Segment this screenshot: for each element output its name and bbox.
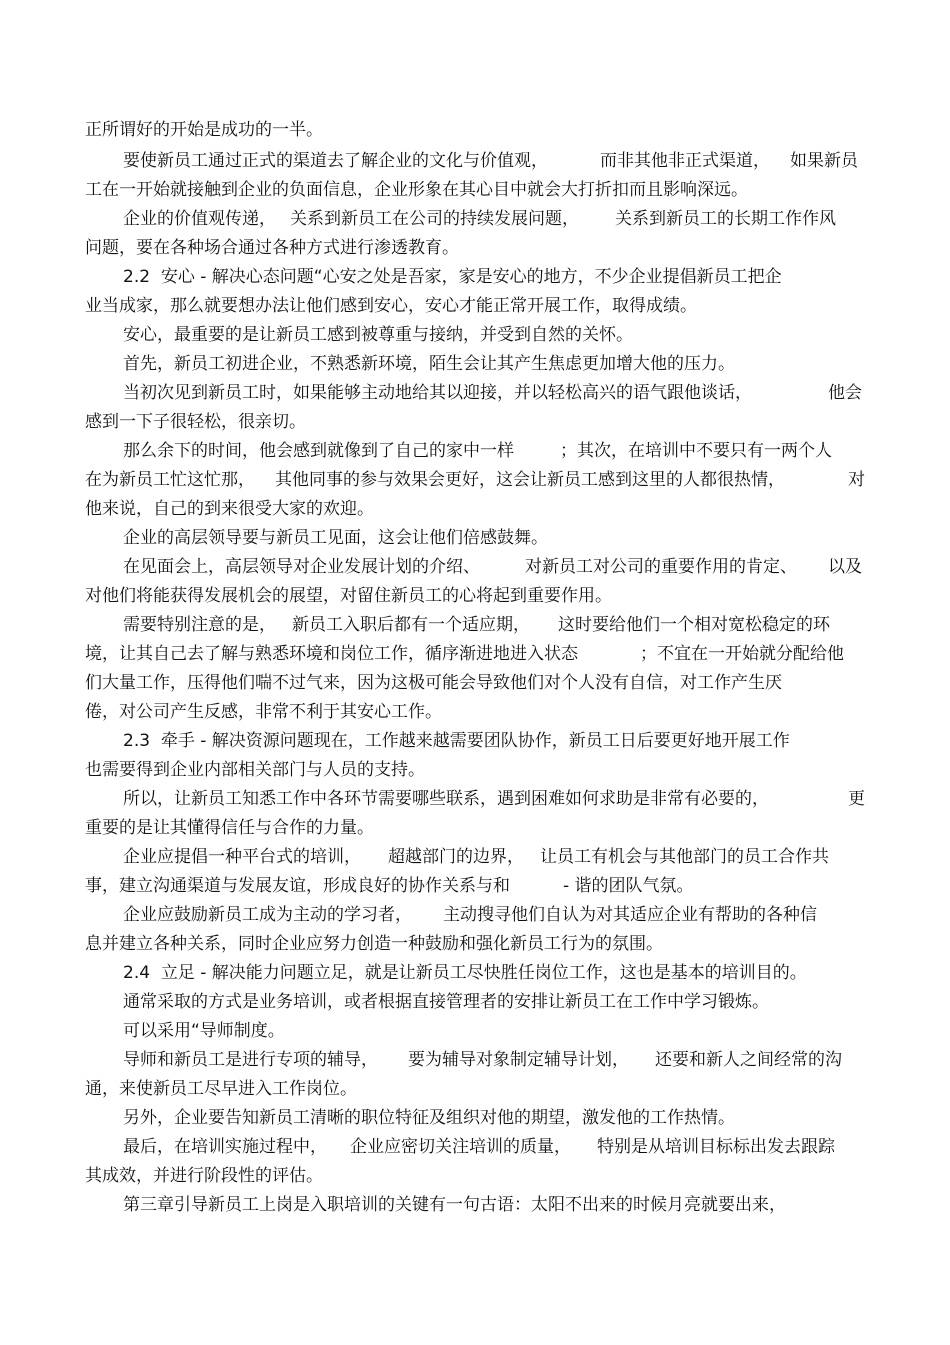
text-segment: 另外，企业要告知新员工清晰的职位特征及组织对他的期望，激发他的工作热情。	[123, 1108, 735, 1128]
text-segment: 问题，要在各种场合通过各种方式进行渗透教育。	[85, 238, 459, 258]
text-line	[0, 1132, 950, 1162]
text-line	[0, 610, 950, 640]
text-segment: - 谐的团队气氛。	[563, 876, 694, 896]
text-segment: 其成效，并进行阶段性的评估。	[85, 1166, 323, 1186]
text-segment: 这时要给他们一个相对宽松稳定的环	[558, 615, 830, 635]
text-segment: 所以，让新员工知悉工作中各环节需要哪些联系，遇到困难如何求助是非常有必要的，	[123, 789, 769, 809]
text-segment: 他会	[828, 383, 862, 403]
text-segment: ；其次，在培训中不要只有一两个人	[560, 441, 832, 461]
text-segment: 其他同事的参与效果会更好，这会让新员工感到这里的人都很热情，	[275, 470, 785, 490]
text-segment: 对他们将能获得发展机会的展望，对留住新员工的心将起到重要作用。	[85, 586, 612, 606]
text-line	[0, 1016, 950, 1046]
text-segment: 安心，最重要的是让新员工感到被尊重与接纳，并受到自然的关怀。	[123, 325, 633, 345]
text-segment: 通常采取的方式是业务培训，或者根据直接管理者的安排让新员工在工作中学习锻炼。	[123, 992, 769, 1012]
text-segment: 倦，对公司产生反感，非常不利于其安心工作。	[85, 702, 442, 722]
text-line	[0, 581, 950, 611]
text-line	[0, 175, 950, 205]
text-segment: 最后，在培训实施过程中，	[123, 1137, 327, 1157]
text-segment: ；不宜在一开始就分配给他	[640, 644, 844, 664]
text-segment: 工在一开始就接触到企业的负面信息，企业形象在其心目中就会大打折扣而且影响深远。	[85, 180, 748, 200]
text-segment: 2.3 牵手 - 解决资源问题现在，工作越来越需要团队协作，新员工日后要更好地开展工作	[123, 731, 790, 751]
text-segment: 企业应提倡一种平台式的培训，	[123, 847, 361, 867]
text-segment: 导师和新员工是进行专项的辅导，	[123, 1050, 378, 1070]
text-segment: 可以采用“导师制度。	[123, 1021, 285, 1041]
text-line	[0, 465, 950, 495]
text-line	[0, 929, 950, 959]
text-line	[0, 204, 950, 234]
text-segment: 通，来使新员工尽早进入工作岗位。	[85, 1079, 357, 1099]
text-segment: 如果新员	[790, 151, 858, 171]
text-line	[0, 523, 950, 553]
text-segment: 新员工入职后都有一个适应期，	[292, 615, 530, 635]
text-segment: 对	[848, 470, 865, 490]
text-line	[0, 726, 950, 756]
text-segment: 第三章引导新员工上岗是入职培训的关键有一句古语：太阳不出来的时候月亮就要出来，	[123, 1195, 786, 1215]
text-line	[0, 291, 950, 321]
text-segment: 们大量工作，压得他们喘不过气来，因为这极可能会导致他们对个人没有自信，对工作产生厌	[85, 673, 782, 693]
text-line	[0, 1190, 950, 1220]
text-segment: 主动搜寻他们自认为对其适应企业有帮助的各种信	[443, 905, 817, 925]
text-segment: 业当成家，那么就要想办法让他们感到安心，安心才能正常开展工作，取得成绩。	[85, 296, 697, 316]
text-segment: 需要特别注意的是，	[123, 615, 276, 635]
text-line	[0, 262, 950, 292]
text-line	[0, 233, 950, 263]
text-line	[0, 146, 950, 176]
text-segment: 要使新员工通过正式的渠道去了解企业的文化与价值观，	[123, 151, 548, 171]
text-segment: 超越部门的边界，	[388, 847, 524, 867]
text-segment: 关系到新员工在公司的持续发展问题，	[290, 209, 579, 229]
text-line	[0, 668, 950, 698]
text-segment: 还要和新人之间经常的沟	[655, 1050, 842, 1070]
text-line	[0, 900, 950, 930]
text-segment: 正所谓好的开始是成功的一半。	[85, 120, 323, 140]
text-line	[0, 1161, 950, 1191]
text-segment: 对新员工对公司的重要作用的肯定、	[525, 557, 797, 577]
text-segment: 当初次见到新员工时，如果能够主动地给其以迎接，并以轻松高兴的语气跟他谈话，	[123, 383, 752, 403]
text-segment: 而非其他非正式渠道，	[600, 151, 770, 171]
text-segment: 那么余下的时间，他会感到就像到了自己的家中一样	[123, 441, 514, 461]
text-line	[0, 987, 950, 1017]
text-segment: 感到一下子很轻松，很亲切。	[85, 412, 306, 432]
text-line	[0, 639, 950, 669]
text-segment: 他来说，自己的到来很受大家的欢迎。	[85, 499, 374, 519]
text-line	[0, 1103, 950, 1133]
text-segment: 企业应鼓励新员工成为主动的学习者，	[123, 905, 412, 925]
text-line	[0, 813, 950, 843]
text-line	[0, 871, 950, 901]
text-line	[0, 784, 950, 814]
text-segment: 在见面会上，高层领导对企业发展计划的介绍、	[123, 557, 480, 577]
text-segment: 要为辅导对象制定辅导计划，	[408, 1050, 629, 1070]
text-segment: 事，建立沟通渠道与发展友谊，形成良好的协作关系与和	[85, 876, 510, 896]
text-segment: 也需要得到企业内部相关部门与人员的支持。	[85, 760, 425, 780]
text-line	[0, 842, 950, 872]
text-segment: 关系到新员工的长期工作作风	[615, 209, 836, 229]
text-segment: 特别是从培训目标标出发去跟踪	[597, 1137, 835, 1157]
text-line	[0, 320, 950, 350]
text-segment: 让员工有机会与其他部门的员工合作共	[540, 847, 829, 867]
text-segment: 在为新员工忙这忙那，	[85, 470, 255, 490]
text-line	[0, 436, 950, 466]
text-line	[0, 552, 950, 582]
text-segment: 2.2 安心 - 解决心态问题“心安之处是吾家，家是安心的地方，不少企业提倡新员工把企	[123, 267, 782, 287]
text-line	[0, 1074, 950, 1104]
text-segment: 境，让其自己去了解与熟悉环境和岗位工作，循序渐进地进入状态	[85, 644, 578, 664]
text-line	[0, 755, 950, 785]
text-segment: 以及	[828, 557, 862, 577]
text-segment: 企业的高层领导要与新员工见面，这会让他们倍感鼓舞。	[123, 528, 548, 548]
text-line	[0, 349, 950, 379]
text-segment: 企业应密切关注培训的质量，	[350, 1137, 571, 1157]
text-segment: 企业的价值观传递，	[123, 209, 276, 229]
text-segment: 首先，新员工初进企业，不熟悉新环境，陌生会让其产生焦虑更加增大他的压力。	[123, 354, 735, 374]
text-segment: 重要的是让其懂得信任与合作的力量。	[85, 818, 374, 838]
text-line	[0, 407, 950, 437]
text-line	[0, 378, 950, 408]
text-line	[0, 494, 950, 524]
text-segment: 更	[848, 789, 865, 809]
text-line	[0, 958, 950, 988]
text-line	[0, 115, 950, 145]
text-line	[0, 1045, 950, 1075]
text-segment: 2.4 立足 - 解决能力问题立足，就是让新员工尽快胜任岗位工作，这也是基本的培训目的。	[123, 963, 807, 983]
text-line	[0, 697, 950, 727]
text-segment: 息并建立各种关系，同时企业应努力创造一种鼓励和强化新员工行为的氛围。	[85, 934, 663, 954]
